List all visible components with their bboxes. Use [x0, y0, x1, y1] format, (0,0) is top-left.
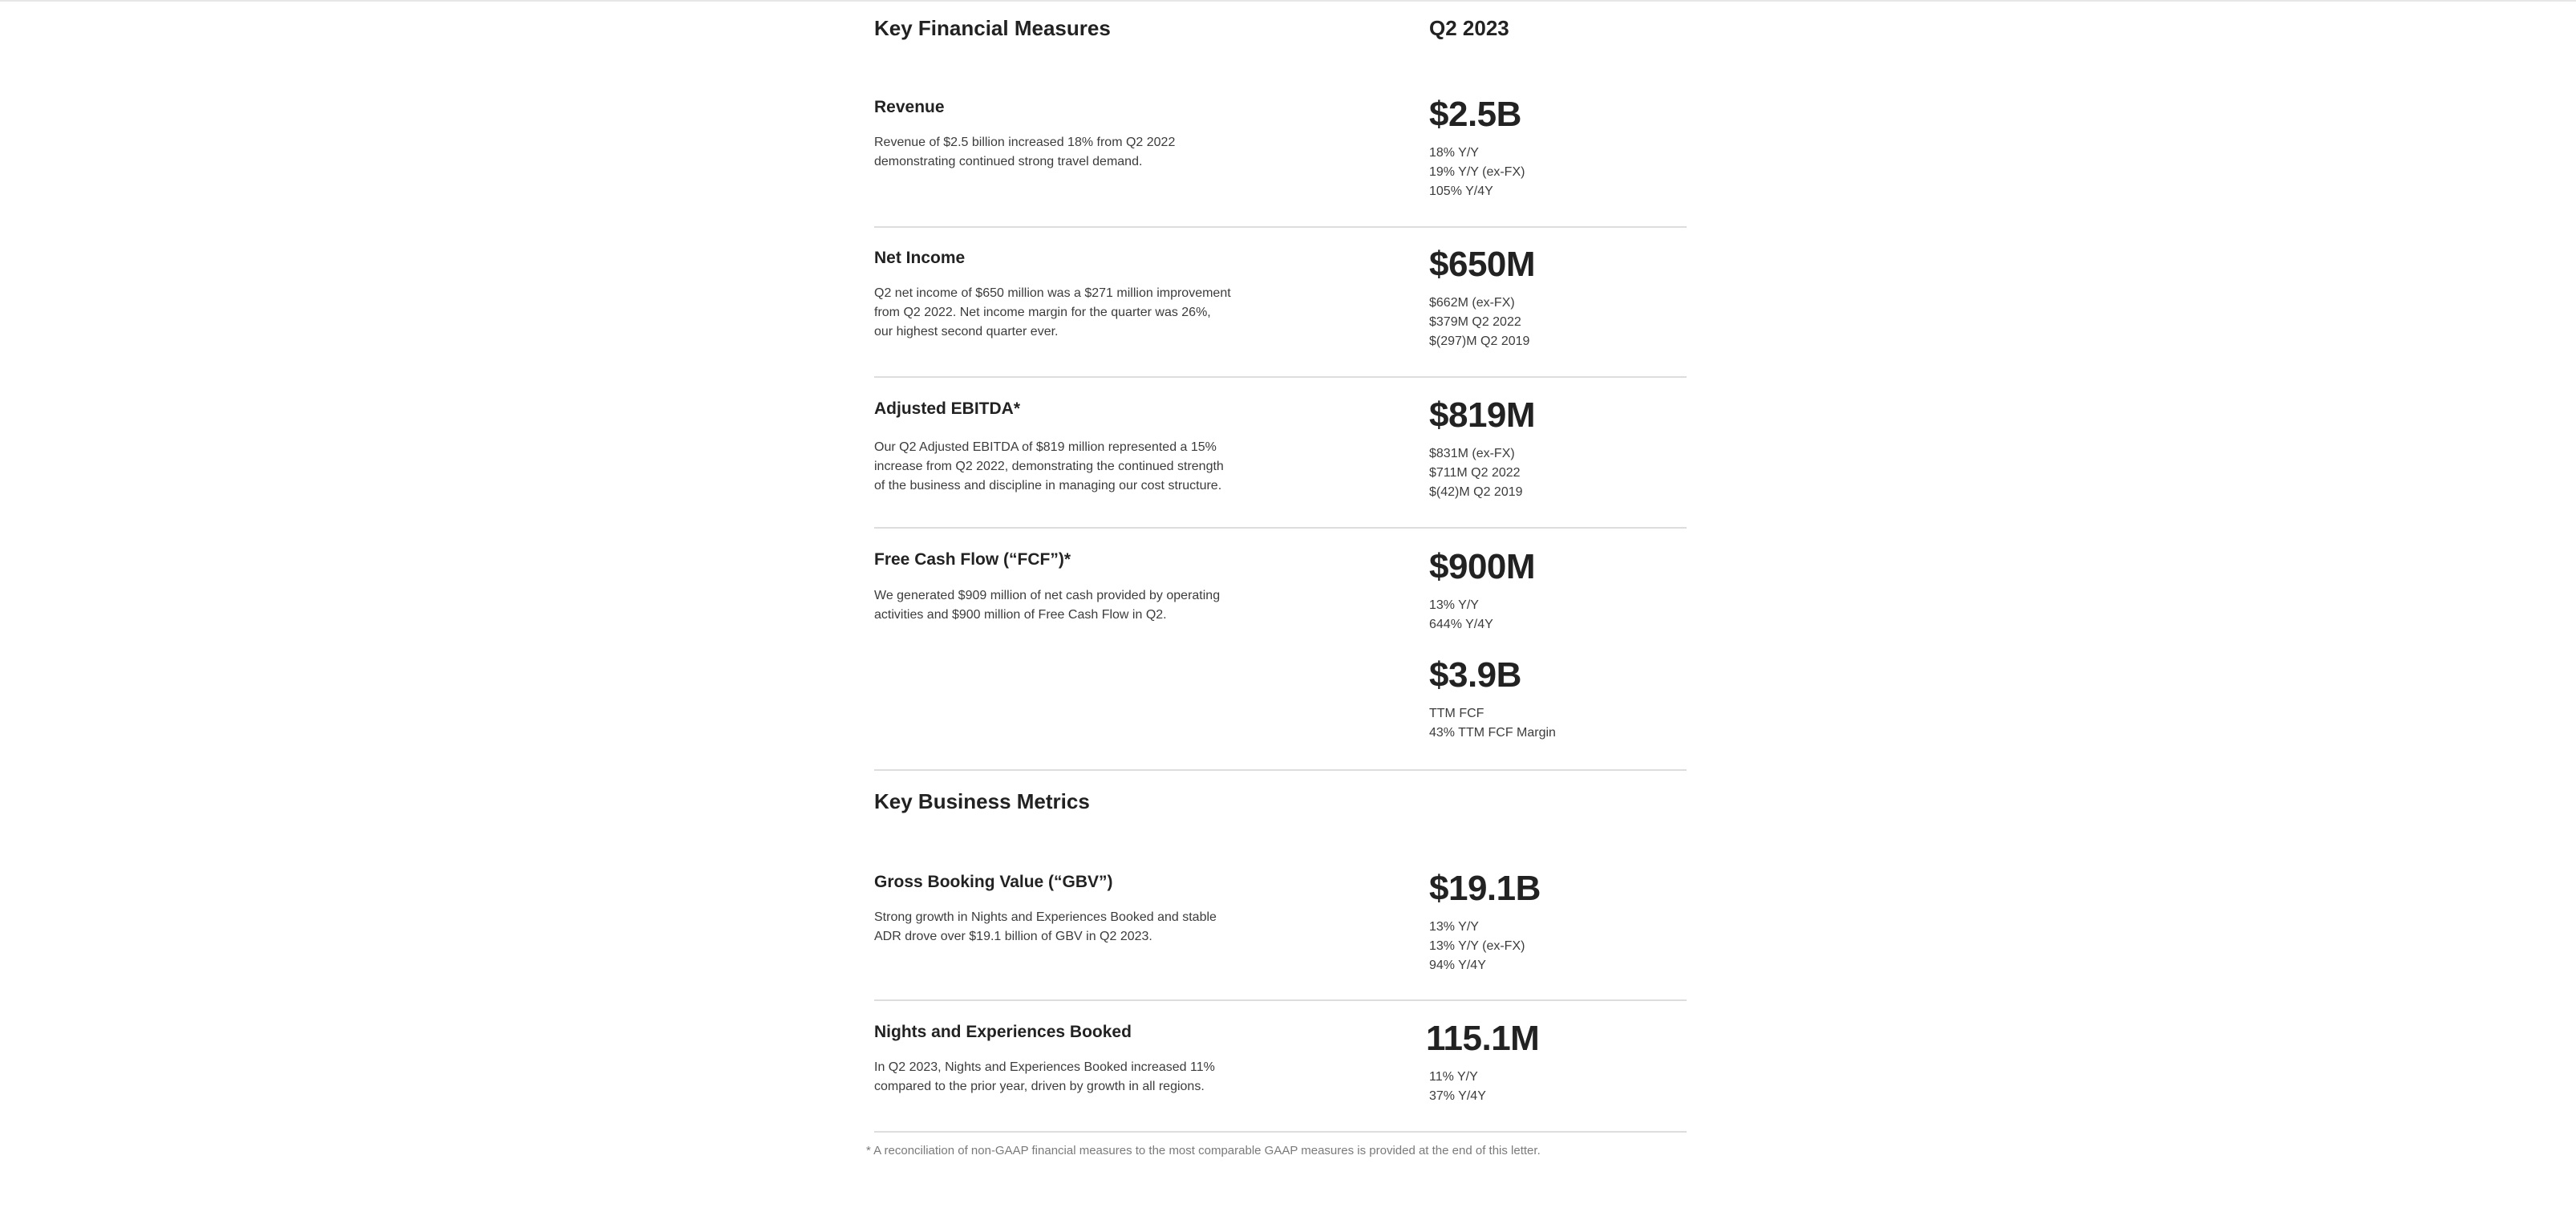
divider: [874, 376, 1687, 378]
metric-value: $650M: [1429, 245, 1536, 284]
metric-description: Revenue of $2.5 billion increased 18% from Q2 2022 demonstrating continued strong travel demand.: [874, 136, 1176, 168]
metric-description: In Q2 2023, Nights and Experiences Booked increased 11% compared to the prior year, driven by growth in all regions.: [874, 1060, 1215, 1093]
metric-description: Our Q2 Adjusted EBITDA of $819 million represented a 15% increase from Q2 2022, demonstrating the continued strength of the business and discipline in managing our cost structure.: [874, 440, 1224, 493]
footnote: * A reconciliation of non-GAAP financial measures to the most comparable GAAP measures is provided at the end of this letter.: [866, 1144, 1541, 1157]
divider: [874, 1131, 1687, 1133]
metric-description: We generated $909 million of net cash provided by operating activities and $900 million of Free Cash Flow in Q2.: [874, 589, 1221, 622]
metric-title: Adjusted EBITDA*: [874, 399, 1021, 418]
metric-value: $2.5B: [1429, 95, 1521, 134]
metric-value: 115.1M: [1426, 1019, 1540, 1058]
metric-details: 13% Y/Y 13% Y/Y (ex-FX) 94% Y/4Y: [1429, 920, 1525, 972]
metric-title: Gross Booking Value (“GBV”): [874, 873, 1113, 891]
metric-details: 18% Y/Y 19% Y/Y (ex-FX) 105% Y/4Y: [1429, 146, 1525, 198]
divider: [874, 527, 1687, 529]
metric-value: $819M: [1429, 395, 1536, 435]
metric-description: Strong growth in Nights and Experiences Booked and stable ADR drove over $19.1 billion of GBV in Q2 2023.: [874, 910, 1217, 943]
metric-description: Q2 net income of $650 million was a $271 million improvement from Q2 2022. Net income margin for the quarter was 26%, our highest second quarter ever.: [874, 286, 1231, 338]
metric-title: Revenue: [874, 98, 945, 116]
divider: [874, 769, 1687, 771]
metric-details: $662M (ex-FX) $379M Q2 2022 $(297)M Q2 2019: [1429, 296, 1530, 348]
metric-details: $831M (ex-FX) $711M Q2 2022 $(42)M Q2 2019: [1429, 447, 1523, 499]
business-metrics-heading: Key Business Metrics: [874, 789, 1090, 813]
financial-measures-heading: Key Financial Measures: [874, 16, 1111, 40]
metric-value: $19.1B: [1429, 869, 1541, 908]
metric-details: 11% Y/Y 37% Y/4Y: [1429, 1070, 1486, 1103]
metric-title: Free Cash Flow (“FCF”)*: [874, 550, 1071, 569]
metric-title: Nights and Experiences Booked: [874, 1023, 1132, 1041]
metric-value: $900M: [1429, 547, 1536, 586]
metric-details: 13% Y/Y 644% Y/4Y: [1429, 598, 1493, 631]
metric-value-ttm: $3.9B: [1429, 655, 1521, 695]
divider: [874, 999, 1687, 1001]
metric-details-ttm: TTM FCF 43% TTM FCF Margin: [1429, 707, 1556, 740]
top-border: [0, 0, 2576, 2]
divider: [874, 226, 1687, 228]
period-heading: Q2 2023: [1429, 16, 1509, 40]
metric-title: Net Income: [874, 249, 966, 267]
